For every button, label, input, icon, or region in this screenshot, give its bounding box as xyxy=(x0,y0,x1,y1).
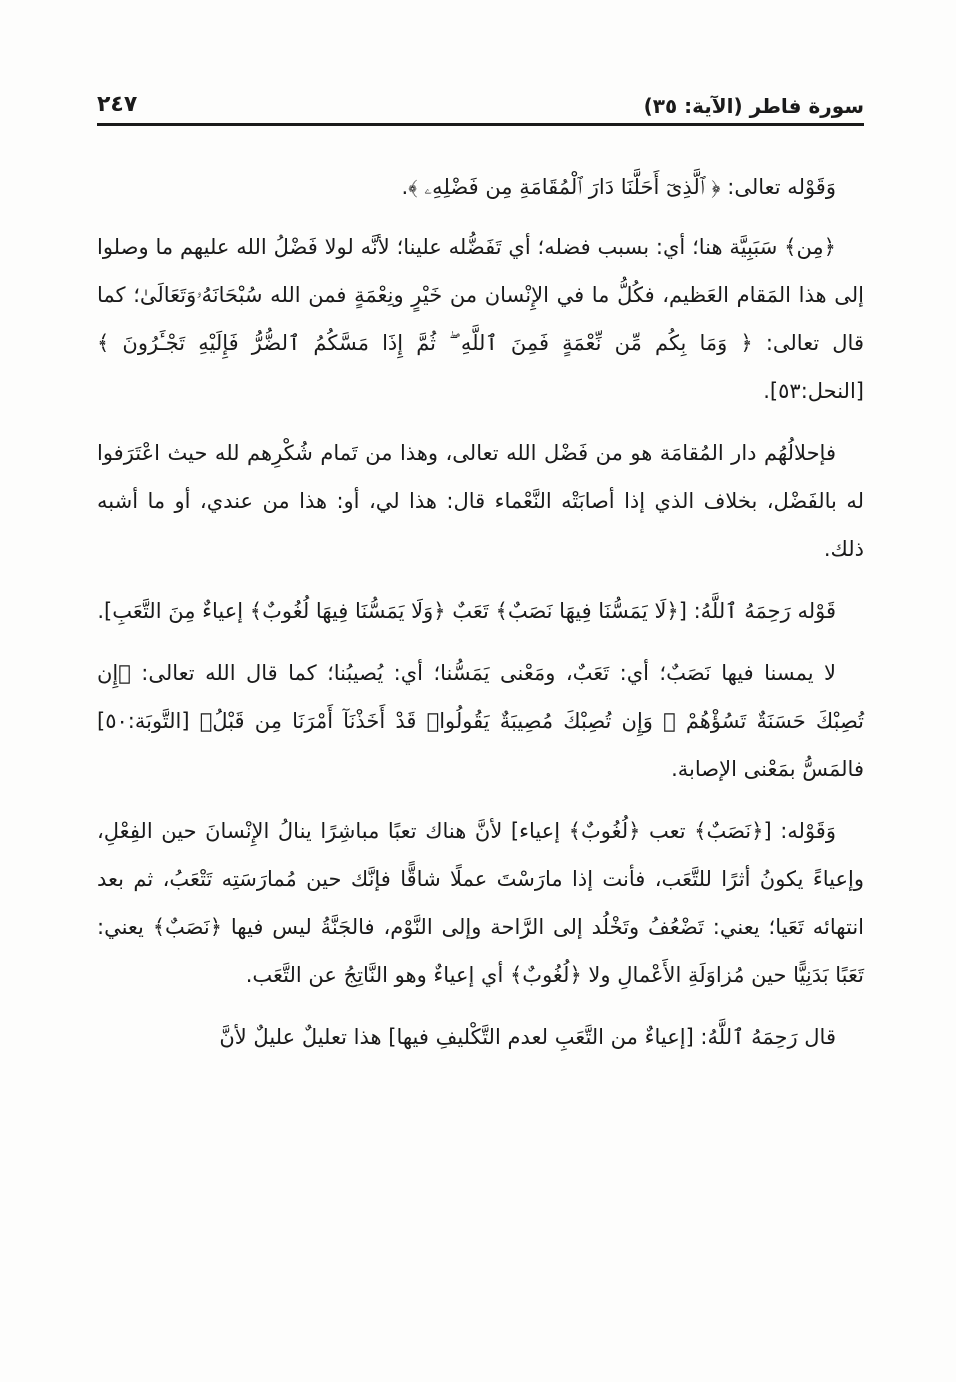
page-number: ٢٤٧ xyxy=(97,92,138,117)
paragraph: وَقَوْله تعالى: ﴿ ٱلَّذِىٓ أَحَلَّنَا دَارَ ٱلْمُقَامَةِ مِن فَضْلِهِۦ ﴾. xyxy=(401,175,836,199)
paragraph: وَقَوْله: [﴿نَصَبٌ﴾ تعب ﴿لُغُوبٌ﴾ إعياء] لأنَّ هناك تعبًا مباشِرًا ينالُ الإِنْسانَ حين الفِعْلِ، وإعياءً يكونُ أثرًا للتَّعَب، فأنت إذا مارَسْتَ عملًا شاقًّا فإنَّك حين مُمارَسَتِه تَتْعَبُ، ثم بعد انتهائه تَعَيا؛ يعني: تَضْعُفُ وتَخْلُد إلى الرَّاحة وإلى النَّوْم، فالجَنَّةُ ليس فيها ﴿نَصَبٌ﴾ يعني: تَعَبًا بَدَنِيًّا حين مُزاوَلَةِ الأَعْمالِ ولا ﴿لُغُوبٌ﴾ أي إعياءٌ وهو النَّاتِجُ عن التَّعَب. xyxy=(97,819,864,987)
paragraph: ﴿مِن﴾ سَبَبِيَّة هنا؛ أي: بسبب فضله؛ أي تَفَضُّله علينا؛ لأنَّه لولا فَضْلُ الله عليهم ما وصلوا إلى هذا المَقام العَظيم، فكُلُّ ما في الإِنْسان من خَيْرٍ ونِعْمَةٍ فمن الله سُبْحَانَهُۥوَتَعَالَىٰ؛ كما قال تعالى: ﴿ وَمَا بِكُم مِّن نِّعْمَةٍ فَمِنَ ٱللَّهِ ۖ ثُمَّ إِذَا مَسَّكُمُ ٱلضُّرُّ فَإِلَيْهِ تَجْـَٔرُونَ ﴾ [النحل:٥٣]. xyxy=(97,235,864,403)
page-header xyxy=(97,88,864,128)
paragraph: فإحلالُهُم دار المُقامَة هو من فَضْل الله تعالى، وهذا من تَمام شُكْرِهم لله حيث اعْتَرَفوا له بالفَضْل، بخلاف الذي إذا أصابَتْه النَّعْماء قال: هذا لي، أو: هذا من عندي، أو ما أشبه ذلك. xyxy=(97,441,864,561)
paragraph: قال رَحِمَهُ ٱللَّهُ: [إعياءٌ من التَّعَبِ لعدم التَّكْليفِ فيها] هذا تعليلٌ عليلٌ لأنَّ xyxy=(219,1025,836,1049)
body-text xyxy=(97,163,864,1075)
header-rule xyxy=(97,123,864,126)
paragraph: قَوْله رَحِمَهُ ٱللَّهُ: [﴿لَا يَمَسُّنَا فِيهَا نَصَبٌ﴾ تَعَبٌ ﴿وَلَا يَمَسُّنَا فِيهَا لُغُوبٌ﴾ إعياءٌ مِنَ التَّعَبِ]. xyxy=(97,599,836,623)
paragraph: لا يمسنا فيها نَصَبٌ؛ أي: تَعَبٌ، ومَعْنى يَمَسُّنا؛ أي: يُصيبُنا؛ كما قال الله تعالى: ﴿إِن تُصِبْكَ حَسَنَةٌ تَسُؤْهُمْ ۖ وَإِن تُصِبْكَ مُصِيبَةٌ يَقُولُوا۟ قَدْ أَخَذْنَآ أَمْرَنَا مِن قَبْلُ﴾ [التَّوبَة:٥٠] فالمَسُّ بمَعْنى الإصابة. xyxy=(97,661,864,781)
running-title: سورة فاطر (الآية: ٣٥) xyxy=(643,94,864,118)
